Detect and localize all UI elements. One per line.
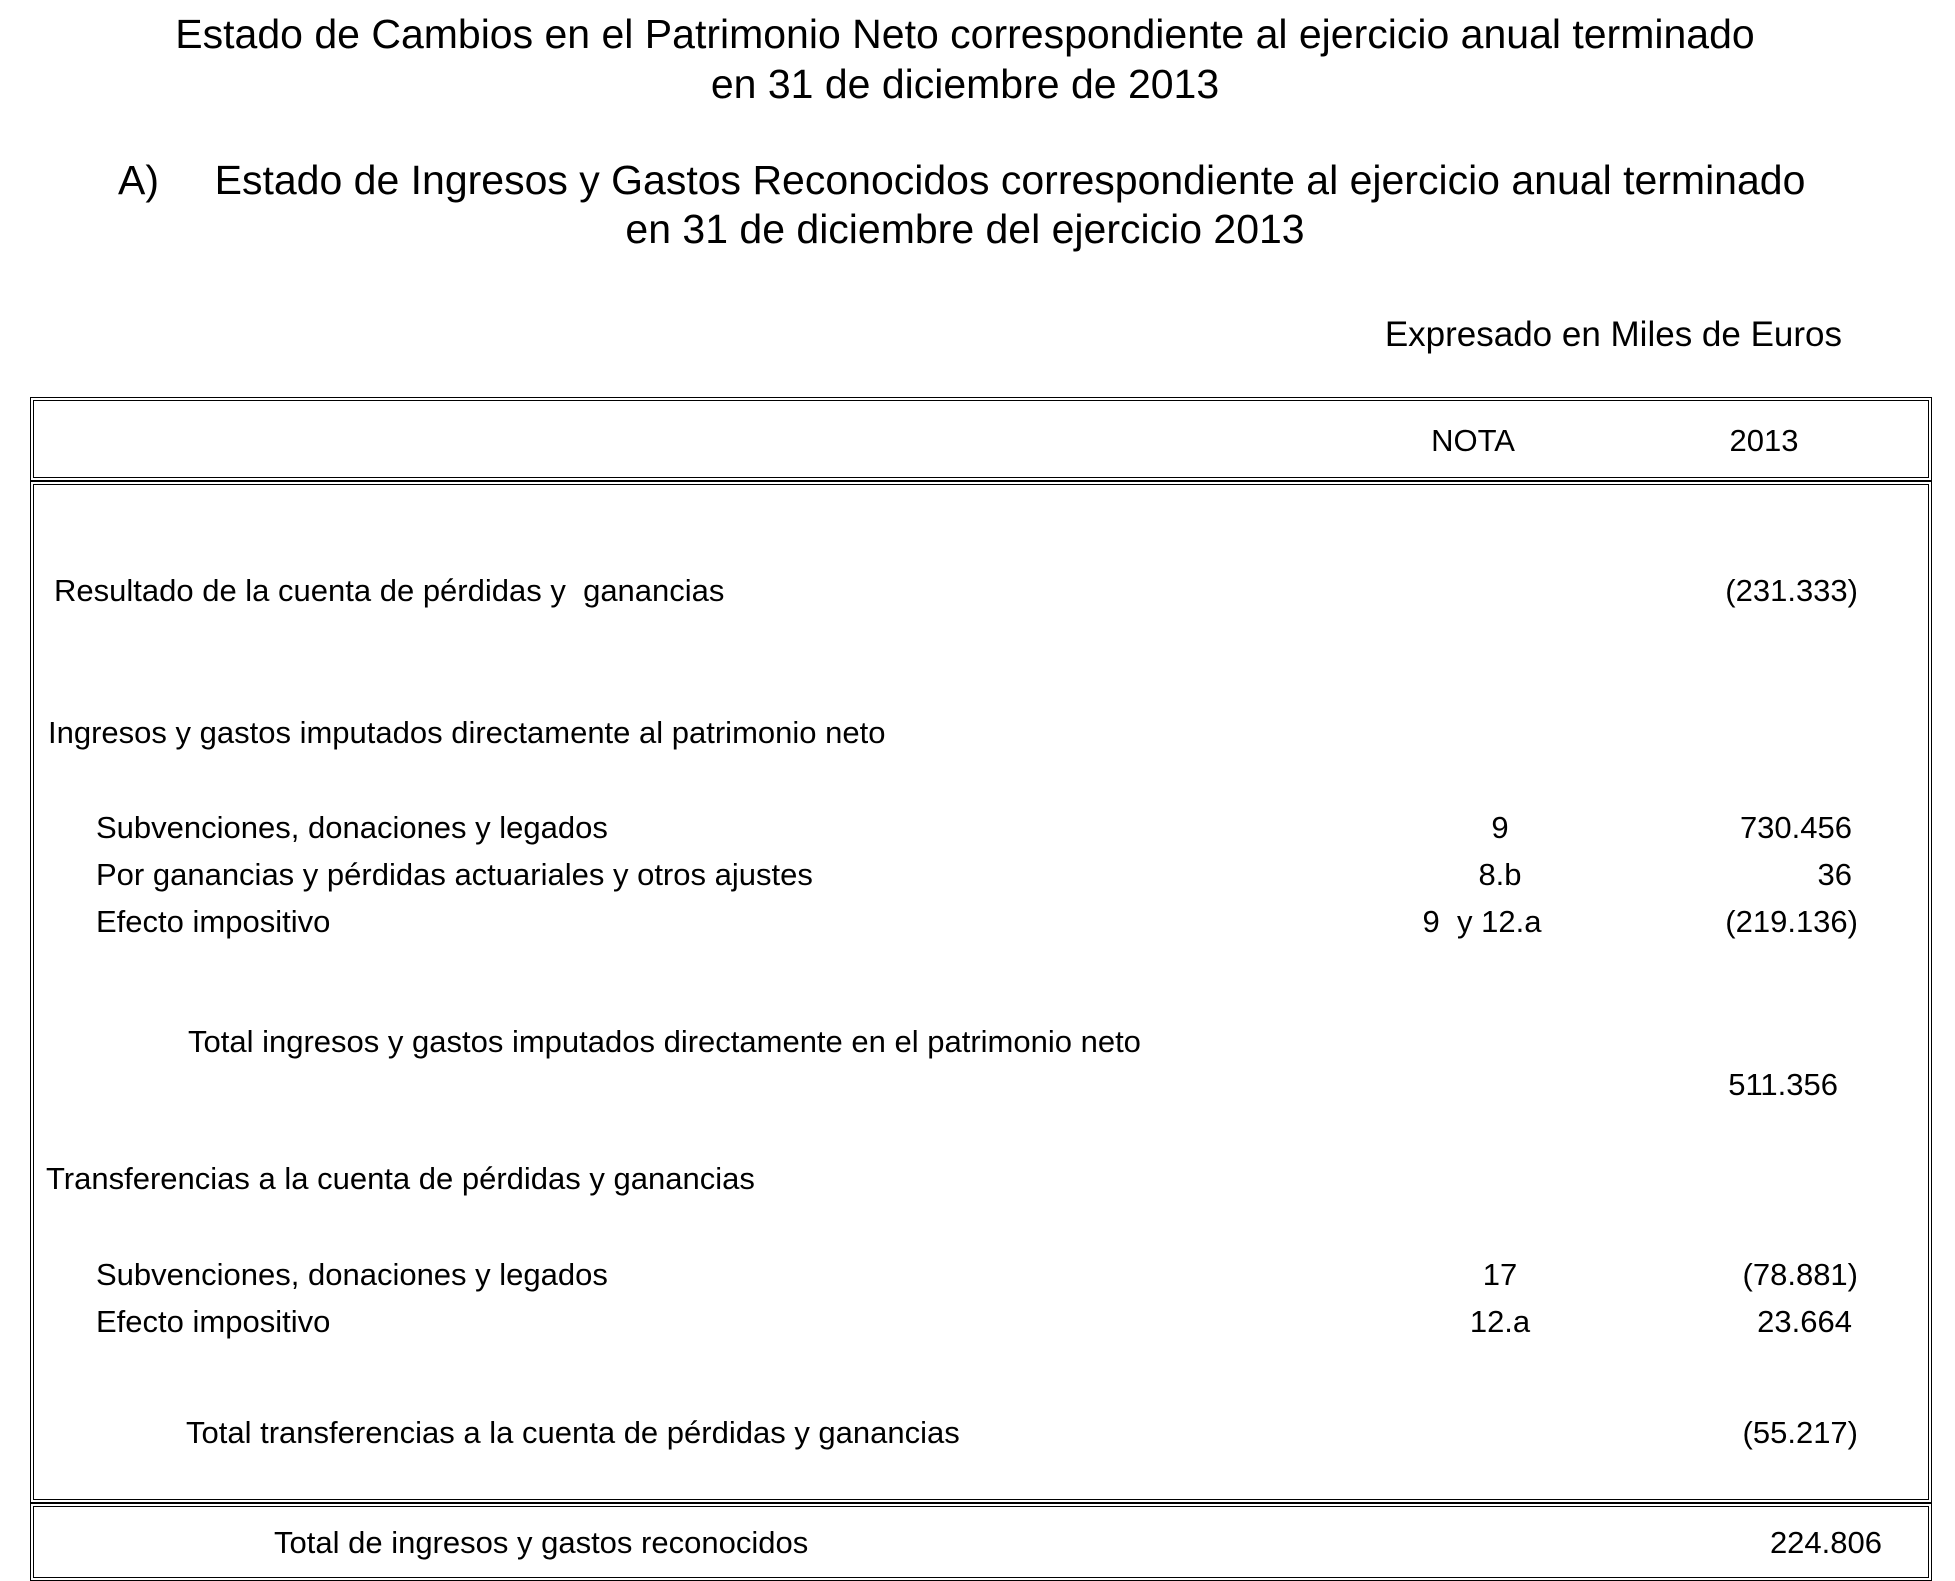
units-note: Expresado en Miles de Euros bbox=[1384, 315, 1842, 354]
table-row-value: (219.136) bbox=[1725, 904, 1858, 939]
subtotal-label: Total transferencias a la cuenta de pérdidas y ganancias bbox=[186, 1415, 960, 1450]
column-header-year: 2013 bbox=[1729, 423, 1799, 458]
grand-total-label: Total de ingresos y gastos reconocidos bbox=[274, 1525, 809, 1560]
table-row-value: 36 bbox=[1817, 857, 1852, 892]
grand-total-value: 224.806 bbox=[1769, 1525, 1882, 1560]
table-row-label: Efecto impositivo bbox=[96, 1304, 331, 1339]
table-row-value: (78.881) bbox=[1742, 1257, 1858, 1292]
table-row-label: Subvenciones, donaciones y legados bbox=[96, 810, 608, 845]
table-row-value: (231.333) bbox=[1725, 573, 1858, 608]
section-title-line-2: en 31 de diciembre del ejercicio 2013 bbox=[625, 206, 1305, 252]
table-row-label: Subvenciones, donaciones y legados bbox=[96, 1257, 608, 1292]
subtotal-label: Total ingresos y gastos imputados directamente en el patrimonio neto bbox=[188, 1024, 1141, 1059]
table-row-value: 23.664 bbox=[1757, 1304, 1852, 1339]
table-row-nota: 12.a bbox=[1469, 1304, 1531, 1339]
table-body-box bbox=[30, 481, 1932, 1503]
page-title-line-1: Estado de Cambios en el Patrimonio Neto correspondiente al ejercicio anual terminado bbox=[175, 11, 1755, 57]
column-header-nota: NOTA bbox=[1431, 423, 1515, 458]
table-row-nota: 9 y 12.a bbox=[1422, 904, 1542, 939]
table-row-label: Efecto impositivo bbox=[96, 904, 331, 939]
subtotal-value: 511.356 bbox=[1728, 1067, 1838, 1102]
table-row-label: Resultado de la cuenta de pérdidas y ganancias bbox=[54, 573, 725, 608]
section-prefix: A) bbox=[118, 157, 159, 203]
table-row-nota: 17 bbox=[1482, 1257, 1518, 1292]
table-row-value: 730.456 bbox=[1739, 810, 1852, 845]
subtotal-value: (55.217) bbox=[1742, 1415, 1858, 1450]
section-heading: Ingresos y gastos imputados directamente al patrimonio neto bbox=[48, 715, 886, 750]
table-row-label: Por ganancias y pérdidas actuariales y otros ajustes bbox=[96, 857, 813, 892]
section-heading: Transferencias a la cuenta de pérdidas y ganancias bbox=[46, 1161, 755, 1196]
page-title-line-2: en 31 de diciembre de 2013 bbox=[710, 61, 1220, 107]
table-row-nota: 8.b bbox=[1478, 857, 1522, 892]
table-row-nota: 9 bbox=[1491, 810, 1509, 845]
section-title-line-1: Estado de Ingresos y Gastos Reconocidos correspondiente al ejercicio anual terminado bbox=[214, 157, 1806, 203]
table-header-box bbox=[30, 397, 1932, 481]
